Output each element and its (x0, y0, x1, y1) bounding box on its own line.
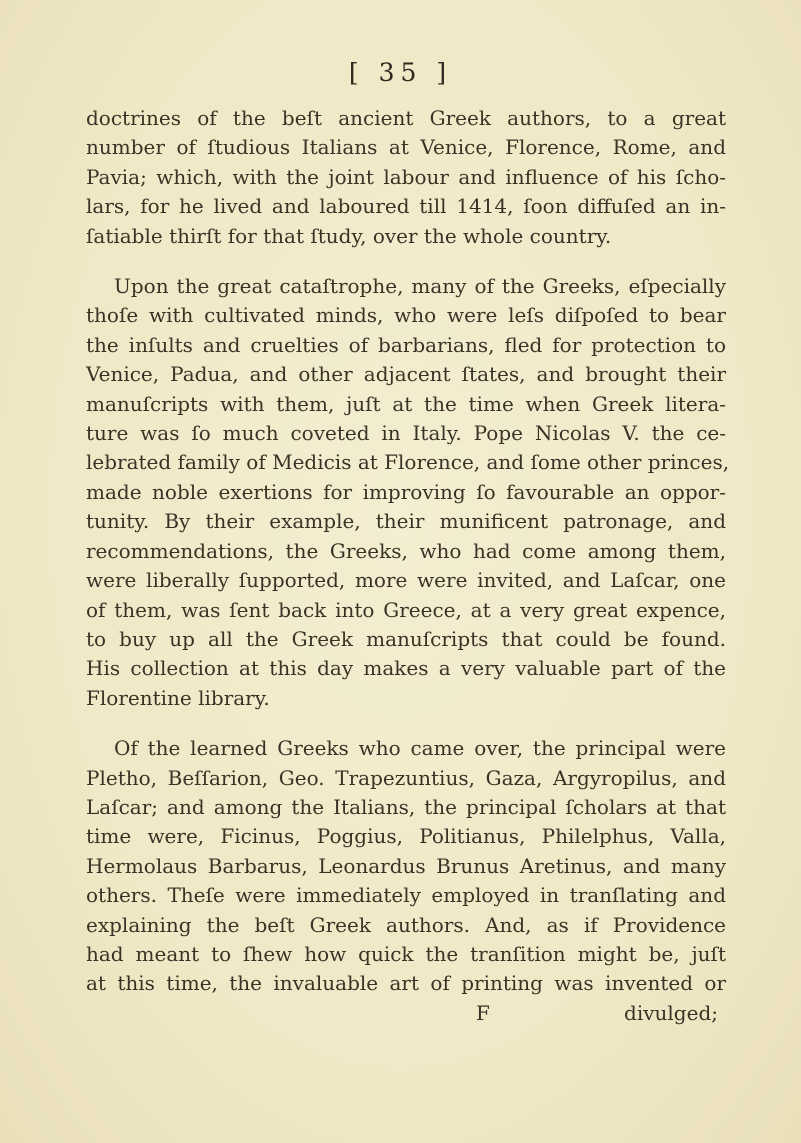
text-line: Venice, Padua, and other adjacent ſtates, and brought their (86, 362, 726, 387)
text-line: lebrated family of Medicis at Florence, and ſome other princes, (86, 450, 730, 475)
text-line: thoſe with cultivated minds, who were leſs diſpoſed to bear (86, 303, 726, 328)
text-line: Florentine library. (86, 685, 270, 710)
paragraph-1 (86, 104, 726, 251)
paragraph-gap (86, 251, 726, 272)
page-number-header: [ 35 ] (348, 58, 453, 87)
text-line: Hermolaus Barbarus, Leonardus Brunus Aretinus, and many (86, 853, 726, 878)
text-line: were liberally ſupported, more were invited, and Laſcar, one (86, 568, 726, 593)
text-line: Pletho, Beſſarion, Geo. Trapezuntius, Gaza, Argyropilus, and (86, 765, 726, 790)
catchword: divulged; (624, 1000, 718, 1025)
text-line: manuſcripts with them, juſt at the time when Greek litera- (86, 391, 726, 416)
text-line: lars, for he lived and laboured till 1414, ſoon diffuſed an in- (86, 194, 726, 219)
text-line: tunity. By their example, their munificent patronage, and (86, 509, 726, 534)
text-line: doctrines of the beſt ancient Greek authors, to a great (86, 106, 726, 130)
text-line: time were, Ficinus, Poggius, Politianus, Philelphus, Valla, (86, 824, 726, 849)
text-line: explaining the beſt Greek authors. And, as if Providence (86, 912, 726, 937)
text-line: Upon the great cataſtrophe, many of the Greeks, eſpecially (114, 274, 726, 299)
text-line: ſatiable thirſt for that ſtudy, over the whole country. (86, 223, 612, 248)
body-text (86, 104, 730, 1028)
text-line: Of the learned Greeks who came over, the principal were (114, 736, 726, 761)
text-line: Laſcar; and among the Italians, the principal ſcholars at that (86, 794, 726, 819)
text-line: at this time, the invaluable art of printing was invented or (86, 971, 726, 996)
text-line: Pavia; which, with the joint labour and influence of his ſcho- (86, 164, 726, 189)
text-line: made noble exertions for improving ſo favourable an oppor- (86, 479, 726, 504)
paragraph-3 (86, 734, 726, 999)
page-footer (86, 999, 726, 1028)
paragraph-2 (86, 272, 730, 713)
text-line: number of ſtudious Italians at Venice, Florence, Rome, and (86, 135, 726, 160)
signature-mark: F (476, 1000, 490, 1025)
text-line: had meant to ſhew how quick the tranſition might be, juſt (86, 941, 726, 966)
text-line: His collection at this day makes a very valuable part of the (86, 656, 726, 681)
paragraph-gap (86, 713, 726, 734)
text-line: the inſults and cruelties of barbarians, fled for protection to (86, 332, 726, 357)
text-line: others. Theſe were immediately employed in tranſlating and (86, 883, 726, 908)
text-line: ture was ſo much coveted in Italy. Pope Nicolas V. the ce- (86, 421, 726, 446)
text-line: of them, was ſent back into Greece, at a very great expence, (86, 597, 726, 622)
text-line: recommendations, the Greeks, who had come among them, (86, 538, 726, 563)
text-line: to buy up all the Greek manuſcripts that could be found. (86, 626, 726, 651)
